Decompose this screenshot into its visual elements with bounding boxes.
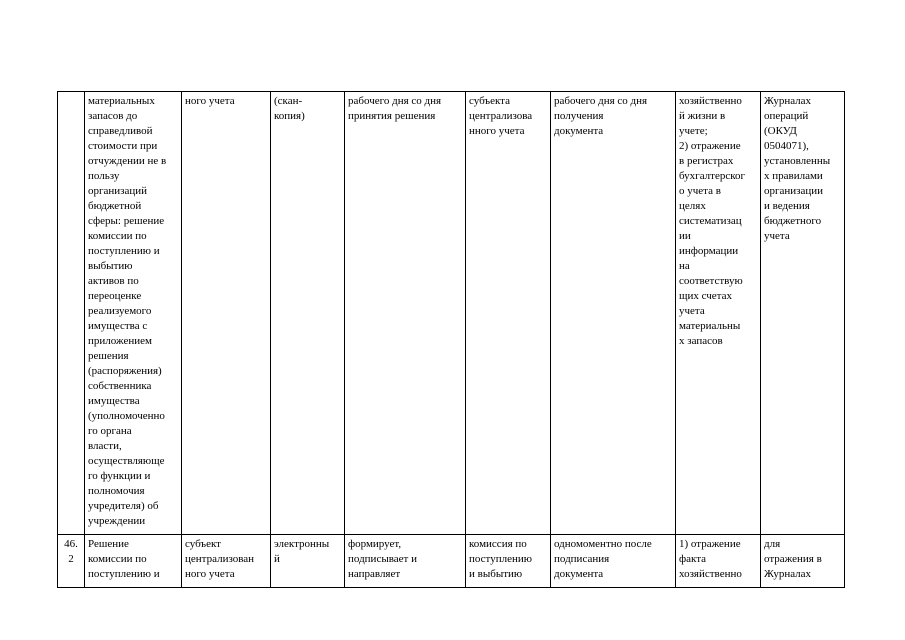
action-deadline-cell: рабочего дня со дня принятия решения bbox=[345, 92, 466, 535]
format-cell: (скан- копия) bbox=[271, 92, 345, 535]
row-number-cell bbox=[58, 92, 85, 535]
document-name-cell: Решение комиссии по поступлению и bbox=[85, 535, 182, 588]
format-cell: электронны й bbox=[271, 535, 345, 588]
document-name-cell: материальных запасов до справедливой стоимости при отчуждении не в пользу организаций бюджетной сферы: решение комиссии по поступлению и выбытию активов по переоценке реализуемого имущества с приложением решения (распоряжения) собственника имущества (уполномоченно го органа власти, осуществляюще го функции и полномочия учредителя) об учреждении bbox=[85, 92, 182, 535]
recipient-deadline-cell: рабочего дня со дня получения документа bbox=[551, 92, 676, 535]
purpose-cell: 1) отражение факта хозяйственно bbox=[676, 535, 761, 588]
recipient-cell: комиссия по поступлению и выбытию bbox=[466, 535, 551, 588]
table-row bbox=[58, 92, 845, 535]
row-number-cell: 46. 2 bbox=[58, 535, 85, 588]
storage-cell: для отражения в Журналах bbox=[761, 535, 845, 588]
responsible-cell: ного учета bbox=[182, 92, 271, 535]
table-row bbox=[58, 535, 845, 588]
action-deadline-cell: формирует, подписывает и направляет bbox=[345, 535, 466, 588]
recipient-cell: субъекта централизова нного учета bbox=[466, 92, 551, 535]
purpose-cell: хозяйственно й жизни в учете; 2) отражение в регистрах бухгалтерског о учета в целях систематизац ии информации на соответствую щих счетах учета материальны х запасов bbox=[676, 92, 761, 535]
recipient-deadline-cell: одномоментно после подписания документа bbox=[551, 535, 676, 588]
responsible-cell: субъект централизован ного учета bbox=[182, 535, 271, 588]
storage-cell: Журналах операций (ОКУД 0504071), установленны х правилами организации и ведения бюджетного учета bbox=[761, 92, 845, 535]
document-table bbox=[57, 91, 845, 588]
